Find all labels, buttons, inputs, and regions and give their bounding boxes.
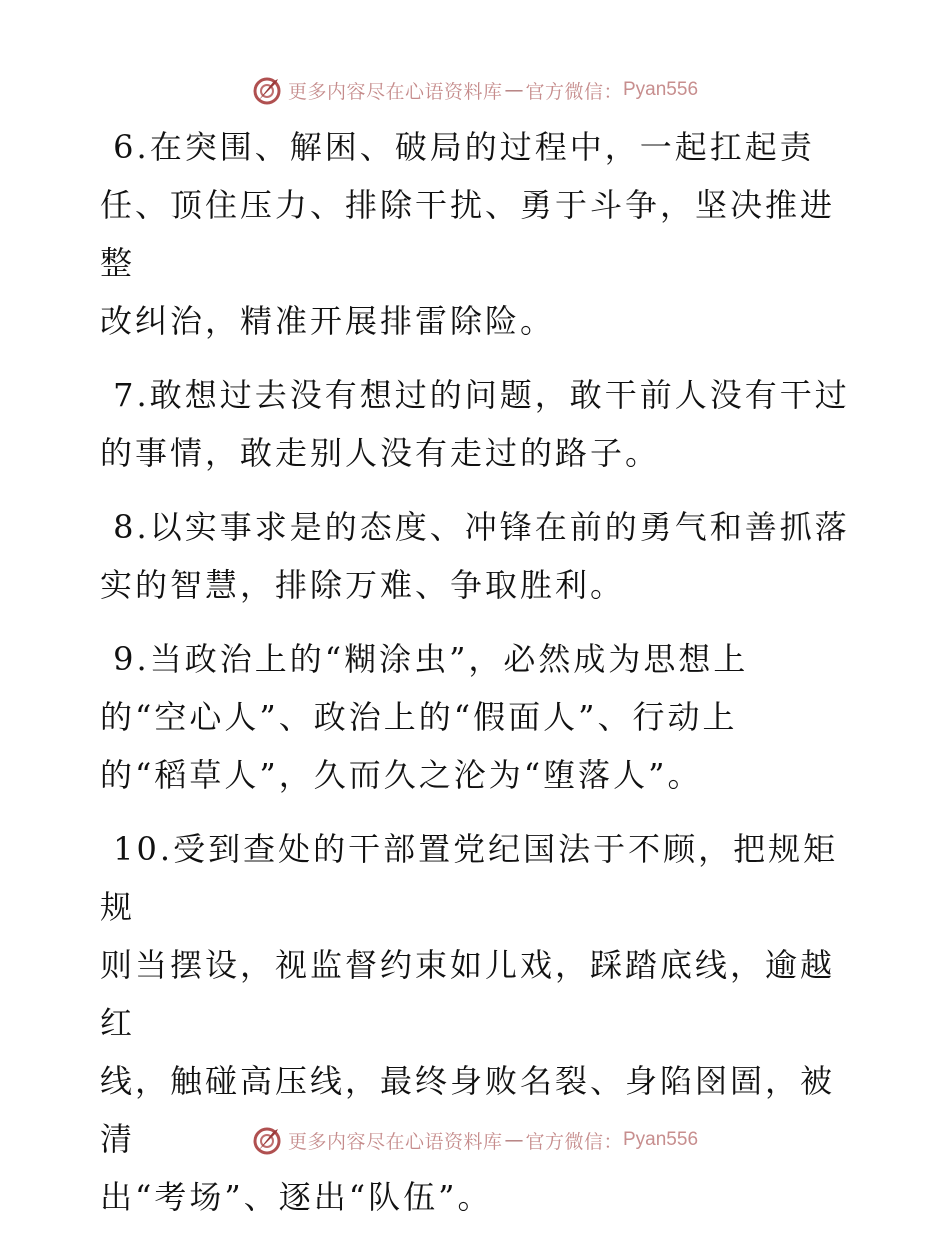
paragraph-line: 10.受到查处的干部置党纪国法于不顾，把规矩规 <box>100 830 839 926</box>
watermark-text: 更多内容尽在心语资料库 <box>287 80 503 103</box>
paragraph-line: 9.当政治上的“糊涂虫”，必然成为思想上 <box>100 640 749 678</box>
paragraph-line: 改纠治，精准开展排雷除险。 <box>100 302 556 340</box>
watermark-separator: — <box>504 1129 524 1151</box>
paragraph-line: 任、顶住压力、排除干扰、勇于斗争，坚决推进整 <box>100 186 836 282</box>
watermark-handle: Pyan556 <box>623 79 699 100</box>
watermark-handle: Pyan556 <box>623 1129 699 1150</box>
quill-logo-icon <box>252 75 282 105</box>
list-item <box>100 630 860 804</box>
paragraph-line: 的“稻草人”，久而久之沦为“堕落人”。 <box>100 756 703 794</box>
paragraph-line: 8.以实事求是的态度、冲锋在前的勇气和善抓落 <box>100 508 850 546</box>
watermark-separator: — <box>504 79 524 101</box>
quill-logo-icon <box>252 1125 282 1155</box>
list-item <box>100 820 860 1226</box>
list-item <box>100 498 860 614</box>
footer-watermark <box>0 1120 950 1160</box>
paragraph-line: 则当摆设，视监督约束如儿戏，踩踏底线，逾越红 <box>100 946 836 1042</box>
paragraph-line: 线，触碰高压线，最终身败名裂、身陷囹圄，被清 <box>100 1062 836 1158</box>
watermark-text: 更多内容尽在心语资料库 <box>287 1130 503 1153</box>
paragraph-line: 7.敢想过去没有想过的问题，敢干前人没有干过 <box>100 376 850 414</box>
paragraph-line: 的事情，敢走别人没有走过的路子。 <box>100 434 661 472</box>
header-watermark <box>0 70 950 110</box>
paragraph-line: 实的智慧，排除万难、争取胜利。 <box>100 566 626 604</box>
list-item <box>100 366 860 482</box>
watermark-official-label: 官方微信： <box>525 1130 623 1153</box>
list-item <box>100 118 860 350</box>
paragraph-line: 6.在突围、解困、破局的过程中，一起扛起责 <box>100 128 815 166</box>
paragraph-line: 出“考场”、逐出“队伍”。 <box>100 1178 493 1216</box>
watermark-official-label: 官方微信： <box>525 80 623 103</box>
document-body <box>100 118 860 1242</box>
paragraph-line: 的“空心人”、政治上的“假面人”、行动上 <box>100 698 738 736</box>
